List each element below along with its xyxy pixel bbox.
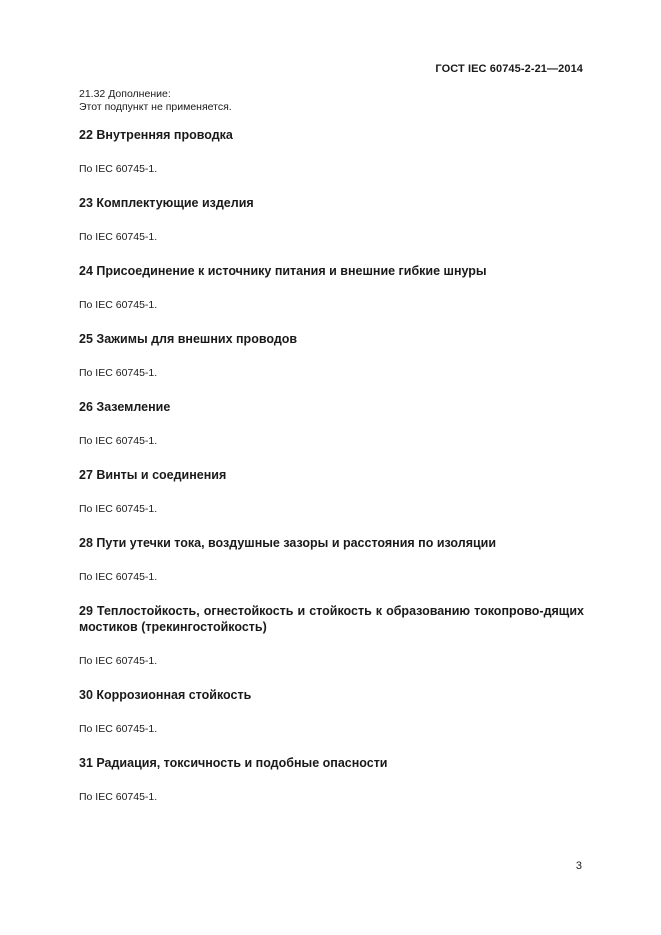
section-30 [79, 687, 584, 736]
section-body: По IEC 60745-1. [79, 299, 158, 311]
section-27 [79, 467, 584, 516]
section-title: 24 Присоединение к источнику питания и внешние гибкие шнуры [79, 264, 487, 278]
section-23 [79, 195, 584, 244]
section-title: 22 Внутренняя проводка [79, 128, 233, 142]
section-body: По IEC 60745-1. [79, 571, 158, 583]
section-title: 28 Пути утечки тока, воздушные зазоры и расстояния по изоляции [79, 536, 497, 550]
section-24 [79, 263, 584, 312]
section-31 [79, 755, 584, 804]
standard-header: ГОСТ IEC 60745-2-21—2014 [435, 63, 583, 75]
section-body: По IEC 60745-1. [79, 435, 158, 447]
section-body: По IEC 60745-1. [79, 367, 158, 379]
section-title: 26 Заземление [79, 400, 171, 414]
section-title: 27 Винты и соединения [79, 468, 227, 482]
sections-list [79, 127, 584, 823]
section-body: По IEC 60745-1. [79, 655, 158, 667]
section-body: По IEC 60745-1. [79, 231, 158, 243]
section-body: По IEC 60745-1. [79, 503, 158, 515]
clause-note: Этот подпункт не применяется. [79, 101, 232, 113]
section-body: По IEC 60745-1. [79, 723, 158, 735]
section-title: 31 Радиация, токсичность и подобные опасности [79, 756, 388, 770]
section-26 [79, 399, 584, 448]
clause-21-32 [79, 88, 584, 114]
clause-line: 21.32 Дополнение: [79, 88, 171, 100]
section-body: По IEC 60745-1. [79, 163, 158, 175]
section-title: 30 Коррозионная стойкость [79, 688, 252, 702]
section-29 [79, 603, 584, 668]
page-number: 3 [575, 860, 582, 872]
section-25 [79, 331, 584, 380]
section-title: 29 Теплостойкость, огнестойкость и стойкость к образованию токопрово-дящих мостиков (трекингостойкость) [79, 604, 584, 634]
section-22 [79, 127, 584, 176]
section-body: По IEC 60745-1. [79, 791, 158, 803]
section-28 [79, 535, 584, 584]
section-title: 23 Комплектующие изделия [79, 196, 254, 210]
section-title: 25 Зажимы для внешних проводов [79, 332, 298, 346]
